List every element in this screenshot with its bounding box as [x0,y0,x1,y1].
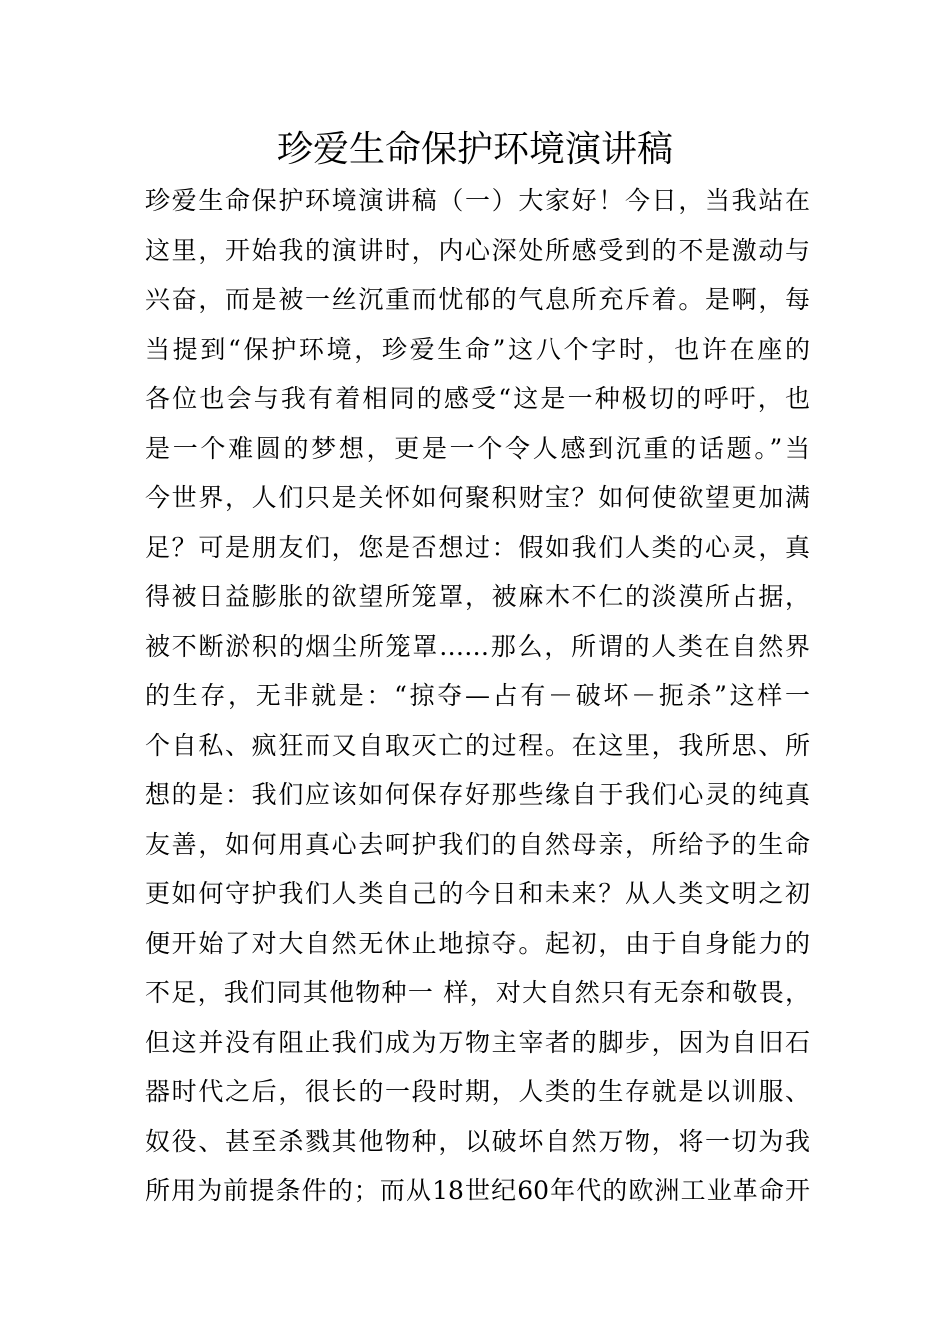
text-line: 珍爱生命保护环境演讲稿（一）大家好！今日，当我站在 [145,186,810,215]
text-line: 是一个难圆的梦想，更是一个令人感到沉重的话题。”当 [145,433,810,463]
document-body [145,176,810,1216]
text-line: 便开始了对大自然无休止地掠夺。起初，由于自身能力的 [145,928,810,958]
text-line: 想的是：我们应该如何保存好那些缘自于我们心灵的纯真 [145,780,810,809]
text-line: 友善，如何用真心去呵护我们的自然母亲，所给予的生命 [145,829,810,859]
text-line: 不足，我们同其他物种一 样，对大自然只有无奈和敬畏， [145,978,810,1007]
text-line: 但这并没有阻止我们成为万物主宰者的脚步，因为自旧石 [145,1027,810,1057]
document-title: 珍爱生命保护环境演讲稿 [276,129,673,170]
text-line: 这里，开始我的演讲时，内心深处所感受到的不是激动与 [145,235,810,265]
text-line: 得被日益膨胀的欲望所笼罩，被麻木不仁的淡漠所占据， [145,582,810,611]
text-line: 器时代之后，很长的一段时期，人类的生存就是以训服、 [145,1077,810,1106]
text-line: 奴役、甚至杀戮其他物种，以破坏自然万物，将一切为我 [145,1126,810,1156]
text-line: 足？可是朋友们，您是否想过：假如我们人类的心灵，真 [145,532,810,562]
text-line: 今世界，人们只是关怀如何聚积财宝？如何使欲望更加满 [145,483,810,512]
text-line: 个自私、疯狂而又自取灭亡的过程。在这里，我所思、所 [145,730,810,760]
text-line: 当提到“保护环境，珍爱生命”这八个字时，也许在座的 [145,334,810,364]
text-line: 各位也会与我有着相同的感受“这是一种极切的呼吁，也 [145,384,810,413]
text-line: 的生存，无非就是：“掠夺—占有－破坏－扼杀”这样一 [145,681,810,710]
text-line: 兴奋，而是被一丝沉重而忧郁的气息所充斥着。是啊，每 [145,285,810,314]
text-line: 所用为前提条件的；而从18世纪60年代的欧洲工业革命开 [145,1176,810,1205]
text-line: 更如何守护我们人类自己的今日和未来？从人类文明之初 [145,879,810,908]
text-line: 被不断淤积的烟尘所笼罩……那么，所谓的人类在自然界 [145,631,810,661]
